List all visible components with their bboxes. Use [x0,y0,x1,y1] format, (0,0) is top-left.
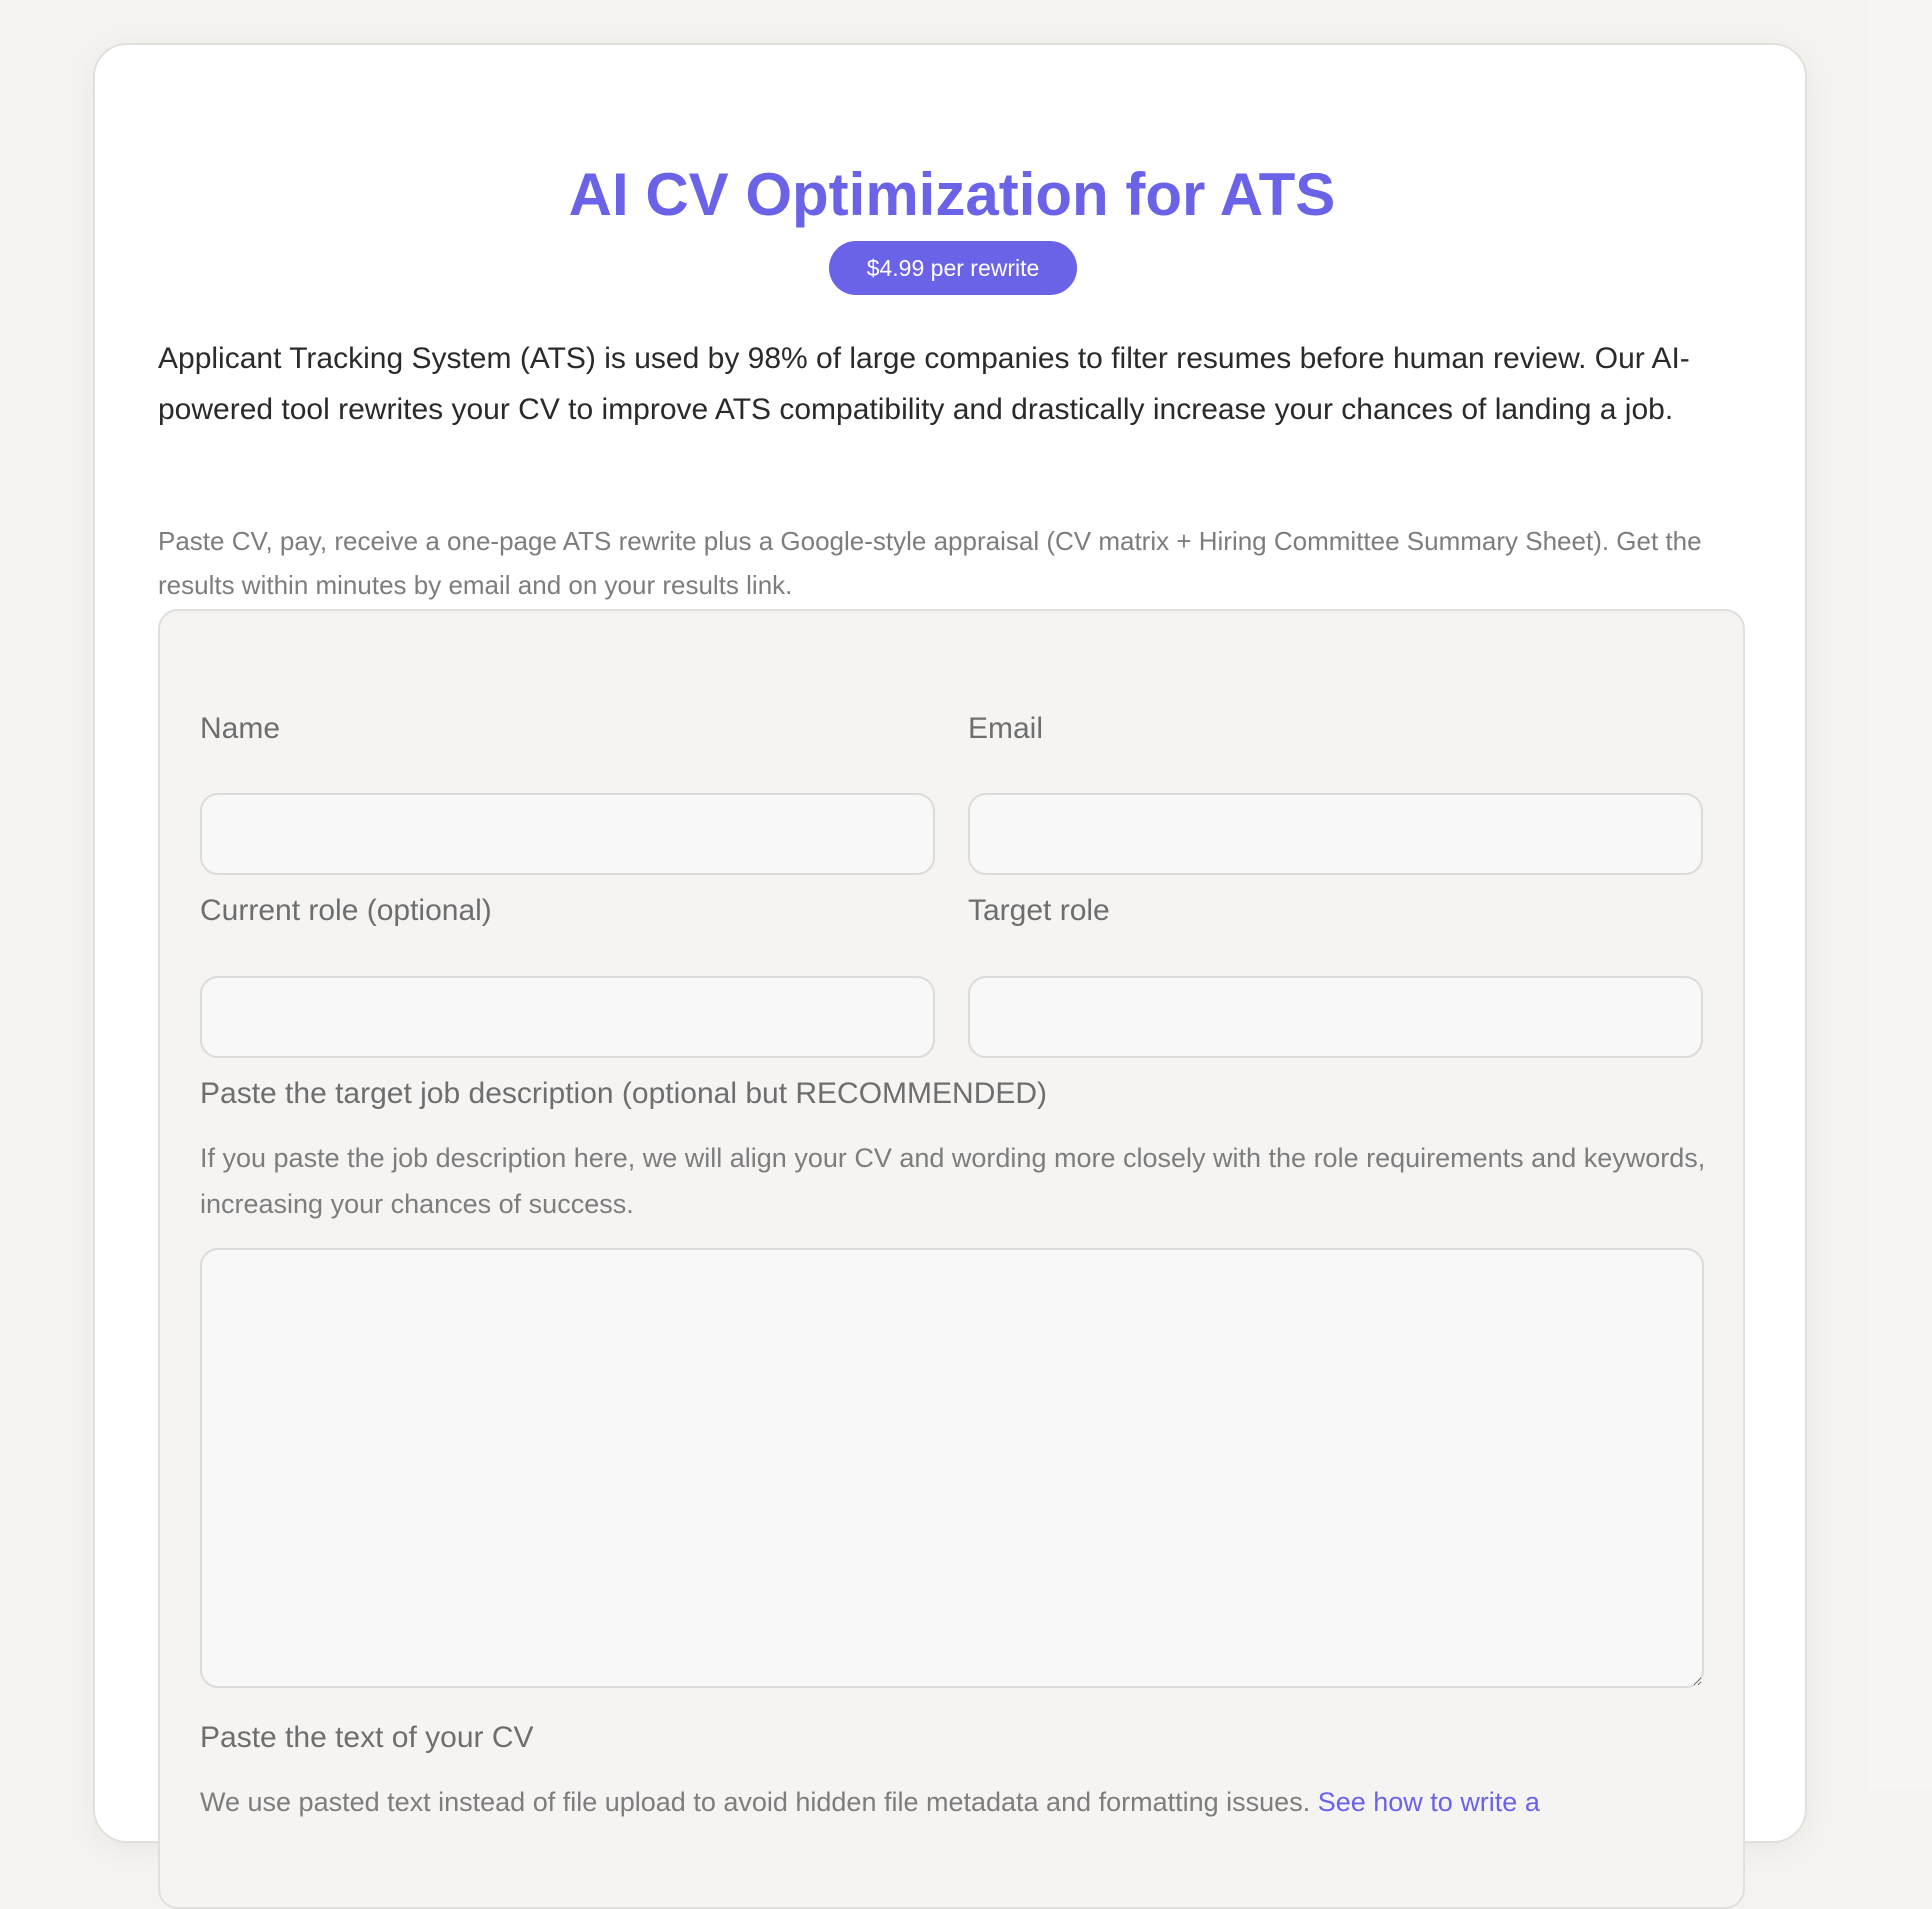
price-badge: $4.99 per rewrite [829,241,1077,295]
cv-writing-guide-link[interactable]: See how to write a [1317,1787,1540,1817]
cv-text-helper [200,1779,1710,1825]
cv-form [158,609,1745,1909]
current-role-input[interactable] [200,976,935,1058]
page-title: AI CV Optimization for ATS [568,161,1336,228]
name-input[interactable] [200,793,935,875]
page-edge-shade [1868,0,1932,1790]
name-label: Name [200,712,281,745]
email-input[interactable] [968,793,1703,875]
current-role-label: Current role (optional) [200,894,492,927]
intro-subtext: Paste CV, pay, receive a one-page ATS rewrite plus a Google-style appraisal (CV matrix + Hiring Committee Summary Sheet). Get the results within minutes by email and on your results link. [158,526,1702,600]
cv-text-helper-text: We use pasted text instead of file upload to avoid hidden file metadata and formatting issues. [200,1787,1311,1817]
intro-text: Applicant Tracking System (ATS) is used by 98% of large companies to filter resumes before human review. Our AI-powered tool rewrites your CV to improve ATS compatibility and drastically increase your chances of landing a job. [158,342,1690,426]
main-card [93,43,1807,1843]
job-description-textarea[interactable] [200,1248,1704,1688]
job-description-label: Paste the target job description (optional but RECOMMENDED) [200,1077,1048,1110]
target-role-label: Target role [968,894,1110,927]
cv-text-label: Paste the text of your CV [200,1721,534,1754]
target-role-input[interactable] [968,976,1703,1058]
job-description-helper: If you paste the job description here, we will align your CV and wording more closely with the role requirements and keywords, increasing your chances of success. [200,1143,1706,1219]
email-label: Email [968,712,1044,745]
